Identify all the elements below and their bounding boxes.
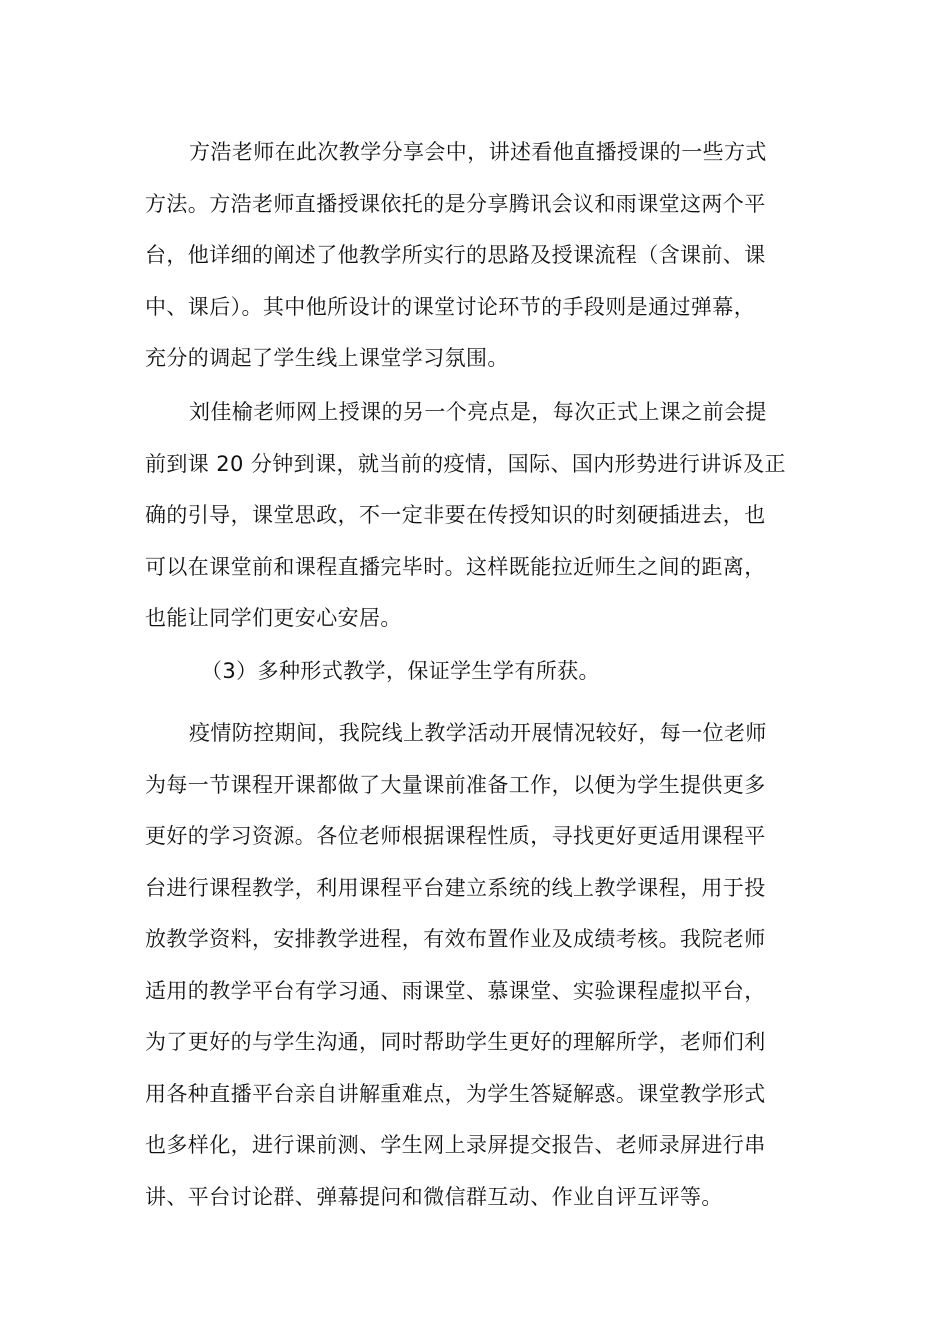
- paragraph-line: 充分的调起了学生线上课堂学习氛围。: [145, 346, 509, 370]
- paragraph-line: 台进行课程教学，利用课程平台建立系统的线上教学课程，用于投: [145, 875, 766, 900]
- section-heading: （3）多种形式教学，保证学生学有所获。: [201, 659, 600, 683]
- paragraph-line: 讲、平台讨论群、弹幕提问和微信群互动、作业自评互评等。: [145, 1184, 723, 1209]
- paragraph-line: 方法。方浩老师直播授课依托的是分享腾讯会议和雨课堂这两个平: [145, 191, 766, 216]
- paragraph-line: 更好的学习资源。各位老师根据课程性质，寻找更好更适用课程平: [145, 824, 766, 848]
- paragraph-line: 确的引导，课堂思政，不一定非要在传授知识的时刻硬插进去，也: [145, 503, 766, 527]
- paragraph-line: 用各种直播平台亲自讲解重难点，为学生答疑解惑。课堂教学形式: [145, 1081, 766, 1106]
- paragraph-line: 中、课后）。其中他所设计的课堂讨论环节的手段则是通过弹幕，: [145, 294, 756, 319]
- paragraph-line: 前到课 20 分钟到课，就当前的疫情，国际、国内形势进行讲诉及正: [145, 451, 786, 476]
- paragraph-line: 为了更好的与学生沟通，同时帮助学生更好的理解所学，老师们利: [145, 1030, 766, 1054]
- paragraph-line: 疫情防控期间，我院线上教学活动开展情况较好，每一位老师: [189, 721, 767, 745]
- paragraph-line: 为每一节课程开课都做了大量课前准备工作，以便为学生提供更多: [145, 772, 766, 797]
- paragraph-line: 可以在课堂前和课程直播完毕时。这样既能拉近师生之间的距离，: [145, 554, 766, 579]
- paragraph-line: 适用的教学平台有学习通、雨课堂、慕课堂、实验课程虚拟平台，: [145, 978, 766, 1003]
- paragraph-line: 也多样化，进行课前测、学生网上录屏提交报告、老师录屏进行串: [145, 1133, 766, 1157]
- paragraph-epidemic-teaching: [145, 708, 805, 1223]
- paragraph-liu-jiayu: [145, 387, 805, 645]
- paragraph-line: 方浩老师在此次教学分享会中，讲述看他直播授课的一些方式: [189, 140, 767, 164]
- paragraph-fang-hao: [145, 127, 805, 385]
- section-heading-3: [145, 646, 805, 698]
- paragraph-line: 刘佳榆老师网上授课的另一个亮点是，每次正式上课之前会提: [189, 400, 767, 424]
- paragraph-line: 放教学资料，安排教学进程，有效布置作业及成绩考核。我院老师: [145, 927, 766, 951]
- paragraph-line: 台，他详细的阐述了他教学所实行的思路及授课流程（含课前、课: [145, 243, 766, 267]
- paragraph-line: 也能让同学们更安心安居。: [145, 606, 402, 630]
